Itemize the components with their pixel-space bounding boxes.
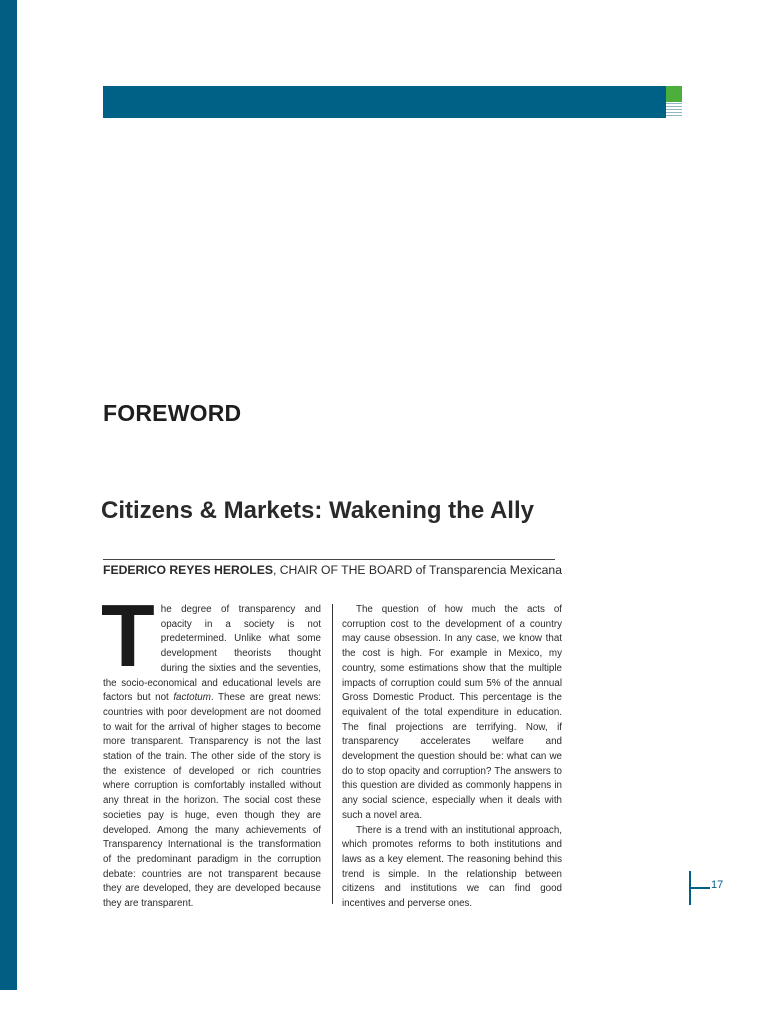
paragraph: There is a trend with an institutional approach, which promotes reforms to both institutions and laws as a key element. The reasoning behind this trend is simple. In the relationship between citizens and institutions we can find good incentives and perverse ones. bbox=[342, 824, 562, 910]
paragraph bbox=[101, 586, 321, 912]
paragraph: The question of how much the acts of corruption cost to the development of a country may cause obsession. In any case, we know that the cost is high. For example in Mexico, my country, some estimations show that the multiple impacts of corruption could sum 5% of the annual Gross Domestic Product. This percentage is the equivalent of the total expenditure in education. The final projections are terrifying. Now, if transparency accelerates welfare and development the question should be: what can we do to stop opacity and corruption? The answers to this question are divided as commonly happens in any social science, especially when it deals with such a novel area. bbox=[342, 604, 562, 821]
header-band bbox=[103, 86, 666, 118]
paragraph-rest: . These are great news: countries with poor development are not doomed to wait for the arrival of higher stages to become more transparent. Transparency is not the last station of the train. The other side of the story is the existence of developed or rich countries where corruption is comfortably installed without any threat in the horizon. The social cost these societies pay is huge, even though they are developed. Among the many achievements of Transparency International is the transformation of the predominant paradigm in the corruption debate: countries are not transparent because they are developed, they are developed because they are transparent. bbox=[103, 692, 321, 910]
author-role: , CHAIR OF THE BOARD of Transparencia Mexicana bbox=[272, 563, 562, 577]
drop-cap: T bbox=[101, 586, 155, 685]
page-number: 17 bbox=[711, 879, 724, 891]
page-marker-horizontal bbox=[691, 887, 710, 889]
article-title: Citizens & Markets: Wakening the Ally bbox=[101, 497, 534, 524]
italic-term: factotum bbox=[173, 692, 211, 704]
text-column-right bbox=[342, 603, 562, 912]
paragraph-lead: he degree of transparency and opacity in a society is not predetermined. Unlike what some development theorists thought during the sixties and the seventies, the socio-economical and educational levels are factors but not bbox=[103, 604, 321, 704]
column-divider bbox=[332, 604, 333, 904]
byline bbox=[103, 559, 562, 577]
left-edge-bar bbox=[0, 0, 17, 990]
striped-accent bbox=[666, 103, 682, 118]
author-name: FEDERICO REYES HEROLES bbox=[103, 563, 273, 577]
section-label: FOREWORD bbox=[103, 400, 242, 426]
text-column-left bbox=[101, 586, 321, 912]
green-accent-square bbox=[666, 86, 682, 102]
